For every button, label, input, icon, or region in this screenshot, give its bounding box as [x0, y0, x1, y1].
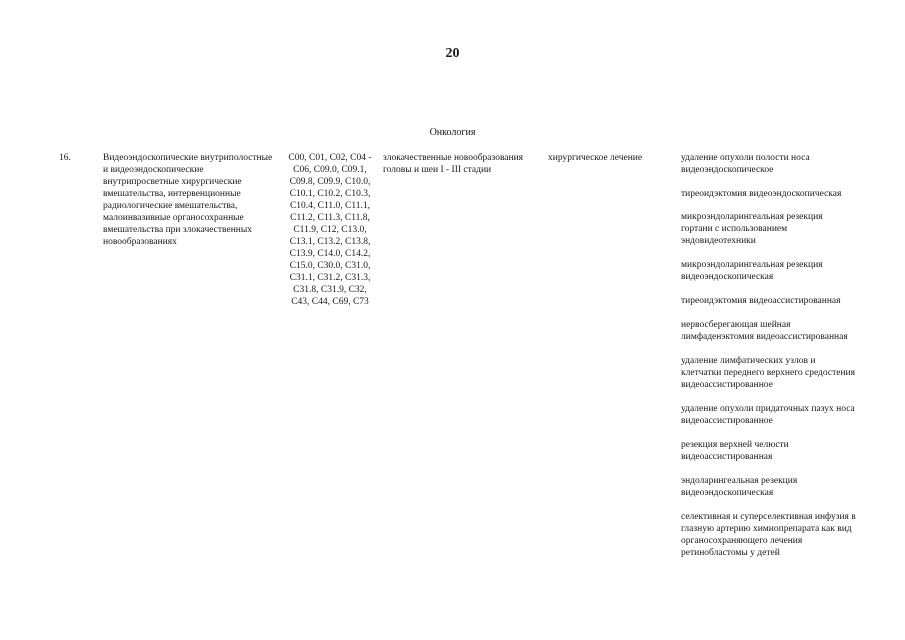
treatment-method: микроэндоларингеальная резекция видеоэндоскопическая [681, 260, 823, 282]
section-title: Онкология [429, 127, 476, 138]
treatment-method: эндоларингеальная резекция видеоэндоскопическая [681, 476, 798, 498]
treatment-method: селективная и суперселективная инфузия в глазную артерию химиопрепарата как вид органосохраняющего лечения ретинобластомы у детей [681, 512, 856, 558]
icd-codes: C00, C01, C02, C04 - C06, C09.0, C09.1, C09.8, C09.9, C10.0, C10.1, C10.2, C10.3, C10.4, C11.0, C11.1, C11.2, C11.3, C11.8, C11.9, C12, C13.0, C13.1, C13.2, C13.8, C13.9, C14.0, C14.2, C15.0, C30.0, C31.0, C31.1, C31.2, C31.3, C31.8, C31.9, C32, C43, C44, C69, C73 [288, 153, 372, 307]
treatment-method: удаление опухоли полости носа видеоэндоскопическое [681, 153, 810, 175]
row-number: 16. [59, 153, 71, 163]
treatment-method: нервосберегающая шейная лимфаденэктомия видеоассистированная [681, 320, 848, 342]
treatment-method: микроэндоларингеальная резекция гортани с использованием эндовидеотехники [681, 212, 823, 246]
treatment-method: удаление лимфатических узлов и клетчатки переднего верхнего средостения видеоассистированное [681, 356, 855, 390]
patient-model: злокачественные новообразования головы и шеи I - III стадии [383, 153, 524, 175]
treatment-method: удаление опухоли придаточных пазух носа видеоассистированное [681, 404, 855, 426]
care-type-name: Видеоэндоскопические внутриполостные и видеоэндоскопические внутрипросветные хирургические вмешательства, интервенционные радиологические вмешательства, малоинвазивные органосохранные вмешательства при злокачественных новообразованиях [103, 153, 273, 247]
treatment-method: тиреоидэктомия видеоассистированная [681, 296, 841, 306]
page-number: 20 [445, 46, 460, 61]
treatment-type: хирургическое лечение [548, 153, 643, 163]
treatment-method: тиреоидэктомия видеоэндоскопическая [681, 189, 842, 199]
treatment-method: резекция верхней челюсти видеоассистированная [681, 440, 789, 462]
treatment-methods-list [681, 152, 856, 571]
